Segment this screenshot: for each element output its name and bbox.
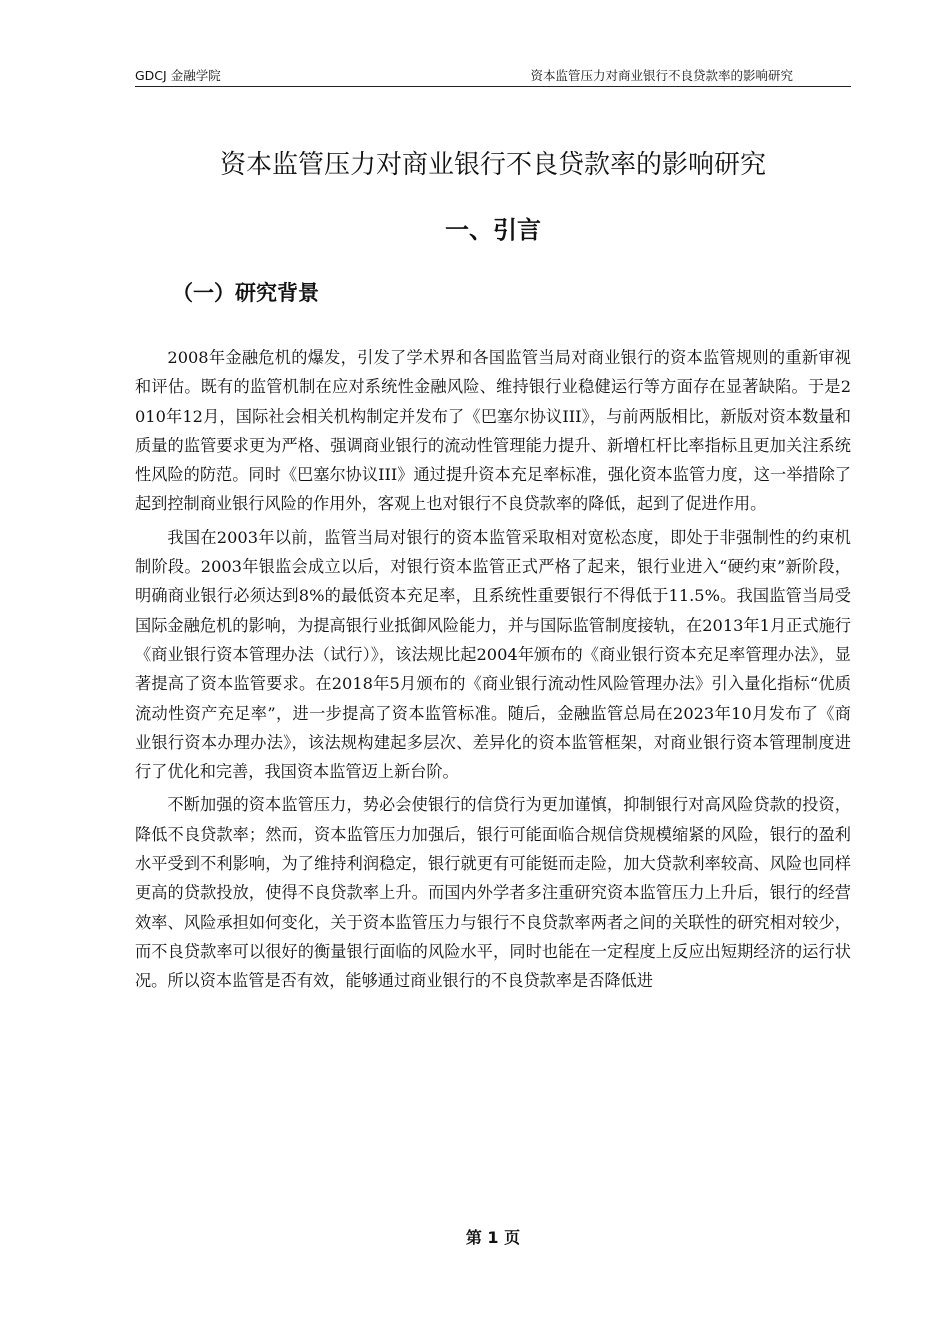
paragraph: 我国在2003年以前，监管当局对银行的资本监管采取相对宽松态度，即处于非强制性的约束机制阶段。2003年银监会成立以后，对银行资本监管正式严格了起来，银行业进入“硬约束”新阶段，明确商业银行必须达到8%的最低资本充足率，且系统性重要银行不得低于11.5%。我国监管当局受国际金融危机的影响，为提高银行业抵御风险能力，并与国际监管制度接轨，在2013年1月正式施行《商业银行资本管理办法（试行）》，该法规比起2004年颁布的《商业银行资本充足率管理办法》，显著提高了资本监管要求。在2018年5月颁布的《商业银行流动性风险管理办法》引入量化指标“优质流动性资产充足率”，进一步提高了资本监管标准。随后，金融监管总局在2023年10月发布了《商业银行资本办理办法》，该法规构建起多层次、差异化的资本监管框架，对商业银行资本管理制度进行了优化和完善，我国资本监管迈上新台阶。 bbox=[135, 527, 851, 782]
body-text bbox=[135, 343, 851, 1000]
subsection-heading: （一）研究背景 bbox=[172, 281, 319, 305]
page-header bbox=[135, 66, 851, 87]
paragraph: 不断加强的资本监管压力，势必会使银行的信贷行为更加谨慎，抑制银行对高风险贷款的投资，降低不良贷款率；然而，资本监管压力加强后，银行可能面临合规信贷规模缩紧的风险，银行的盈利水平受到不利影响，为了维持利润稳定，银行就更有可能铤而走险，加大贷款利率较高、风险也同样更高的贷款投放，使得不良贷款率上升。而国内外学者多注重研究资本监管压力上升后，银行的经营效率、风险承担如何变化，关于资本监管压力与银行不良贷款率两者之间的关联性的研究相对较少，而不良贷款率可以很好的衡量银行面临的风险水平，同时也能在一定程度上反应出短期经济的运行状况。所以资本监管是否有效，能够通过商业银行的不良贷款率是否降低进 bbox=[135, 795, 851, 991]
paragraph: 2008年金融危机的爆发，引发了学术界和各国监管当局对商业银行的资本监管规则的重新审视和评估。既有的监管机制在应对系统性金融风险、维持银行业稳健运行等方面存在显著缺陷。于是2010年12月，国际社会相关机构制定并发布了《巴塞尔协议III》，与前两版相比，新版对资本数量和质量的监管要求更为严格、强调商业银行的流动性管理能力提升、新增杠杆比率指标且更加关注系统性风险的防范。同时《巴塞尔协议III》通过提升资本充足率标准，强化资本监管力度，这一举措除了起到控制商业银行风险的作用外，客观上也对银行不良贷款率的降低，起到了促进作用。 bbox=[135, 348, 851, 514]
document-title: 资本监管压力对商业银行不良贷款率的影响研究 bbox=[219, 150, 766, 180]
page-number: 第 1 页 bbox=[465, 1228, 521, 1247]
header-institution: GDCJ 金融学院 bbox=[135, 68, 221, 83]
header-running-title: 资本监管压力对商业银行不良贷款率的影响研究 bbox=[530, 68, 793, 83]
section-heading: 一、引言 bbox=[445, 216, 541, 244]
